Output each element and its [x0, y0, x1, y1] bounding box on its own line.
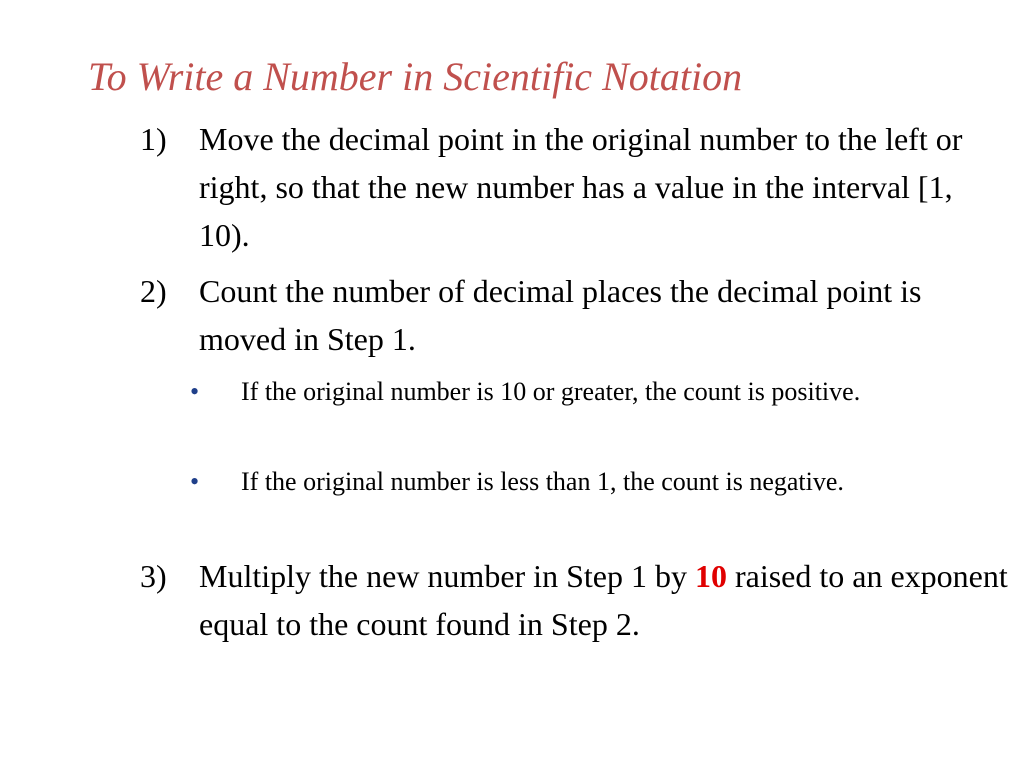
bullet-item	[190, 462, 950, 502]
step-number: 2)	[140, 273, 167, 309]
step-number: 3)	[140, 558, 167, 594]
bullet-marker: •	[190, 467, 200, 496]
slide-title: To Write a Number in Scientific Notation	[88, 54, 743, 99]
bullet-text: If the original number is 10 or greater, the count is positive.	[241, 377, 861, 406]
step-number: 1)	[140, 121, 167, 157]
bullet-text: If the original number is less than 1, the count is negative.	[241, 467, 844, 496]
step-text-before: Multiply the new number in Step 1 by	[199, 558, 695, 594]
bullet-marker: •	[190, 377, 200, 406]
step-text: Move the decimal point in the original number to the left or right, so that the new number has a value in the interval [1, 10).	[199, 121, 963, 253]
step-text	[199, 552, 1010, 648]
highlighted-ten: 10	[694, 558, 727, 594]
step-3	[140, 552, 1010, 648]
step-2	[140, 267, 1010, 363]
step-text-after: raised to an exponent equal to the count found in Step 2.	[199, 558, 1008, 642]
bullet-item	[190, 372, 950, 412]
step-text: Count the number of decimal places the decimal point is moved in Step 1.	[199, 273, 922, 357]
step-1	[140, 115, 1010, 259]
